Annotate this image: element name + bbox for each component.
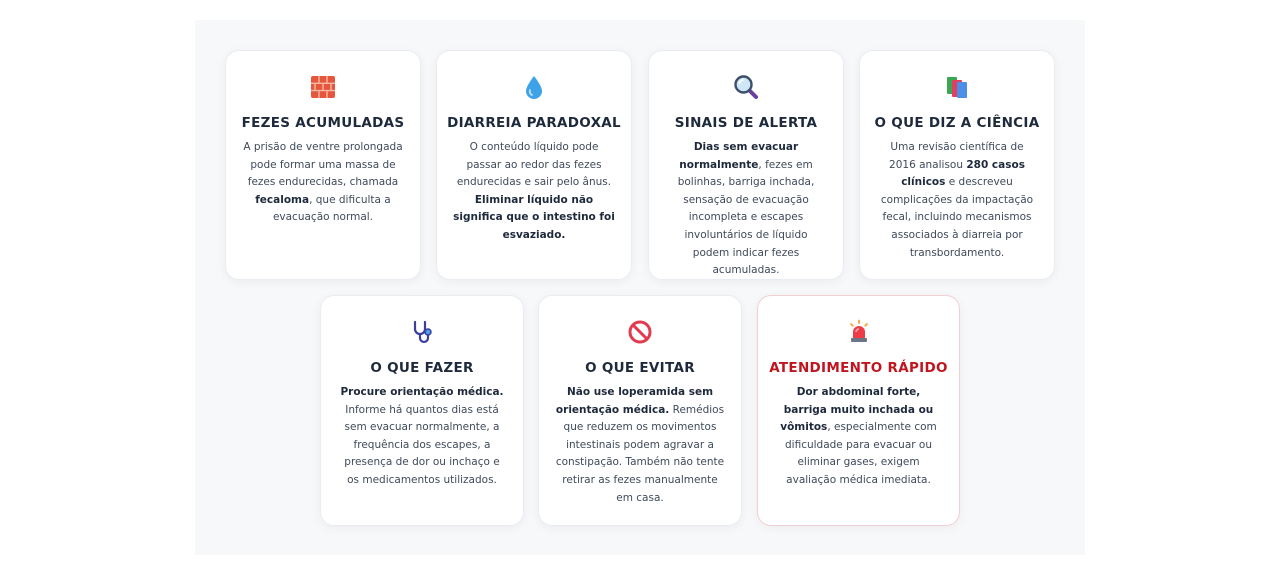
siren-icon — [846, 319, 872, 345]
card-text-emphasis: fecaloma — [255, 193, 310, 206]
card-text-segment: Uma revisão científica de 2016 analisou — [889, 141, 1024, 171]
water-drop-icon — [521, 74, 547, 100]
card-atendimento-rapido — [757, 295, 960, 526]
card-text-emphasis: 280 casos clínicos — [901, 158, 1025, 189]
card-o-que-diz-a-ciencia — [859, 50, 1055, 280]
card-text — [337, 384, 507, 490]
card-text — [242, 139, 404, 227]
card-text-emphasis: Não use loperamida sem orientação médica. — [555, 386, 714, 416]
card-title: FEZES ACUMULADAS — [241, 115, 405, 131]
card-diarreia-paradoxal — [436, 50, 632, 280]
card-sinais-de-alerta — [648, 50, 844, 280]
card-text — [876, 139, 1038, 262]
card-text-segment: Informe há quantos dias está sem evacuar normalmente, a frequência dos escapes, a presença de dor ou inchaço e os medicamentos utilizados. — [344, 403, 500, 486]
card-text — [555, 384, 725, 507]
card-title: O QUE DIZ A CIÊNCIA — [874, 115, 1040, 131]
card-text — [453, 139, 615, 245]
card-text-segment: A prisão de ventre prolongada pode formar uma massa de fezes endurecidas, chamada — [243, 141, 403, 189]
card-text-segment: , que dificulta a evacuação normal. — [272, 193, 391, 224]
card-title: O QUE FAZER — [370, 360, 474, 376]
info-panel — [195, 20, 1085, 555]
prohibited-icon — [627, 319, 653, 345]
card-text-emphasis: Dias sem evacuar normalmente — [679, 141, 799, 171]
brick-wall-icon — [310, 74, 336, 100]
card-title: O QUE EVITAR — [585, 360, 695, 376]
card-title: ATENDIMENTO RÁPIDO — [769, 360, 948, 376]
card-text-segment: , especialmente com dificuldade para evacuar ou eliminar gases, exigem avaliação médica imediata. — [785, 421, 937, 486]
card-text-emphasis: Procure orientação médica. — [340, 386, 504, 398]
card-text-emphasis: Eliminar líquido não significa que o intestino foi esvaziado. — [453, 193, 615, 241]
card-o-que-evitar — [538, 295, 742, 526]
card-fezes-acumuladas — [225, 50, 421, 280]
card-text — [665, 139, 827, 280]
stethoscope-icon — [409, 319, 435, 345]
card-text-segment: Remédios que reduzem os movimentos intestinais podem agravar a constipação. Também não tente retirar as fezes manualmente em casa. — [555, 403, 725, 504]
magnifying-glass-icon — [733, 74, 759, 100]
card-text — [774, 384, 943, 490]
card-title: DIARREIA PARADOXAL — [447, 115, 621, 131]
card-text-segment: , fezes em bolinhas, barriga inchada, sensação de evacuação incompleta e escapes involuntários de líquido podem indicar fezes acumuladas. — [677, 158, 815, 277]
books-icon — [944, 74, 970, 100]
card-o-que-fazer — [320, 295, 524, 526]
card-text-emphasis: Dor abdominal forte, barriga muito inchada ou vômitos — [780, 386, 934, 434]
card-text-segment: O conteúdo líquido pode passar ao redor das fezes endurecidas e sair pelo ânus. — [456, 141, 612, 189]
card-title: SINAIS DE ALERTA — [674, 115, 818, 131]
card-text-segment: e descreveu complicações da impactação fecal, incluindo mecanismos associados à diarreia por transbordamento. — [880, 176, 1034, 259]
